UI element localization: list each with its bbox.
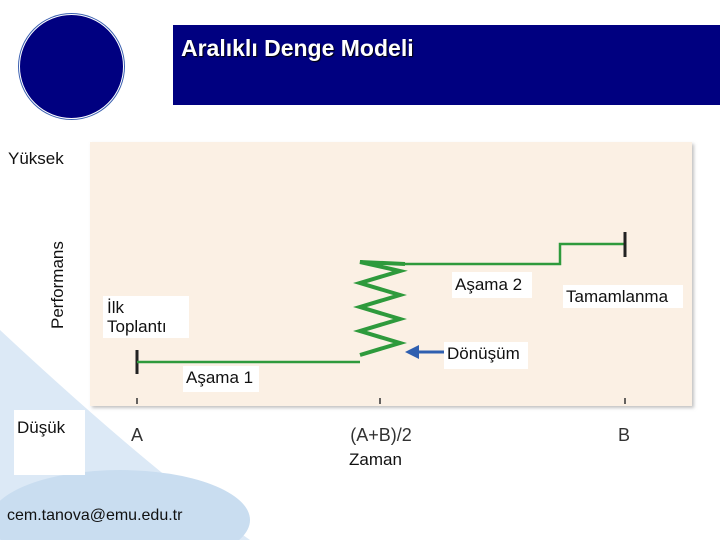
label-transition: Dönüşüm	[444, 342, 528, 369]
tick-label-a: A	[130, 425, 144, 445]
slide-title: Aralıklı Denge Modeli	[181, 35, 414, 61]
label-low: Düşük	[14, 410, 85, 475]
tick-label-mid: (A+B)/2	[350, 425, 412, 445]
label-first-meeting: İlk Toplantı	[103, 296, 189, 338]
footer-email: cem.tanova@emu.edu.tr	[7, 507, 183, 524]
label-phase2: Aşama 2	[452, 272, 532, 298]
tick-label-b: B	[617, 425, 631, 445]
label-high: Yüksek	[5, 146, 70, 172]
x-axis-label: Zaman	[349, 450, 402, 469]
y-axis-label: Performans	[48, 241, 67, 329]
label-phase1: Aşama 1	[183, 366, 259, 392]
label-completion: Tamamlanma	[563, 285, 683, 308]
